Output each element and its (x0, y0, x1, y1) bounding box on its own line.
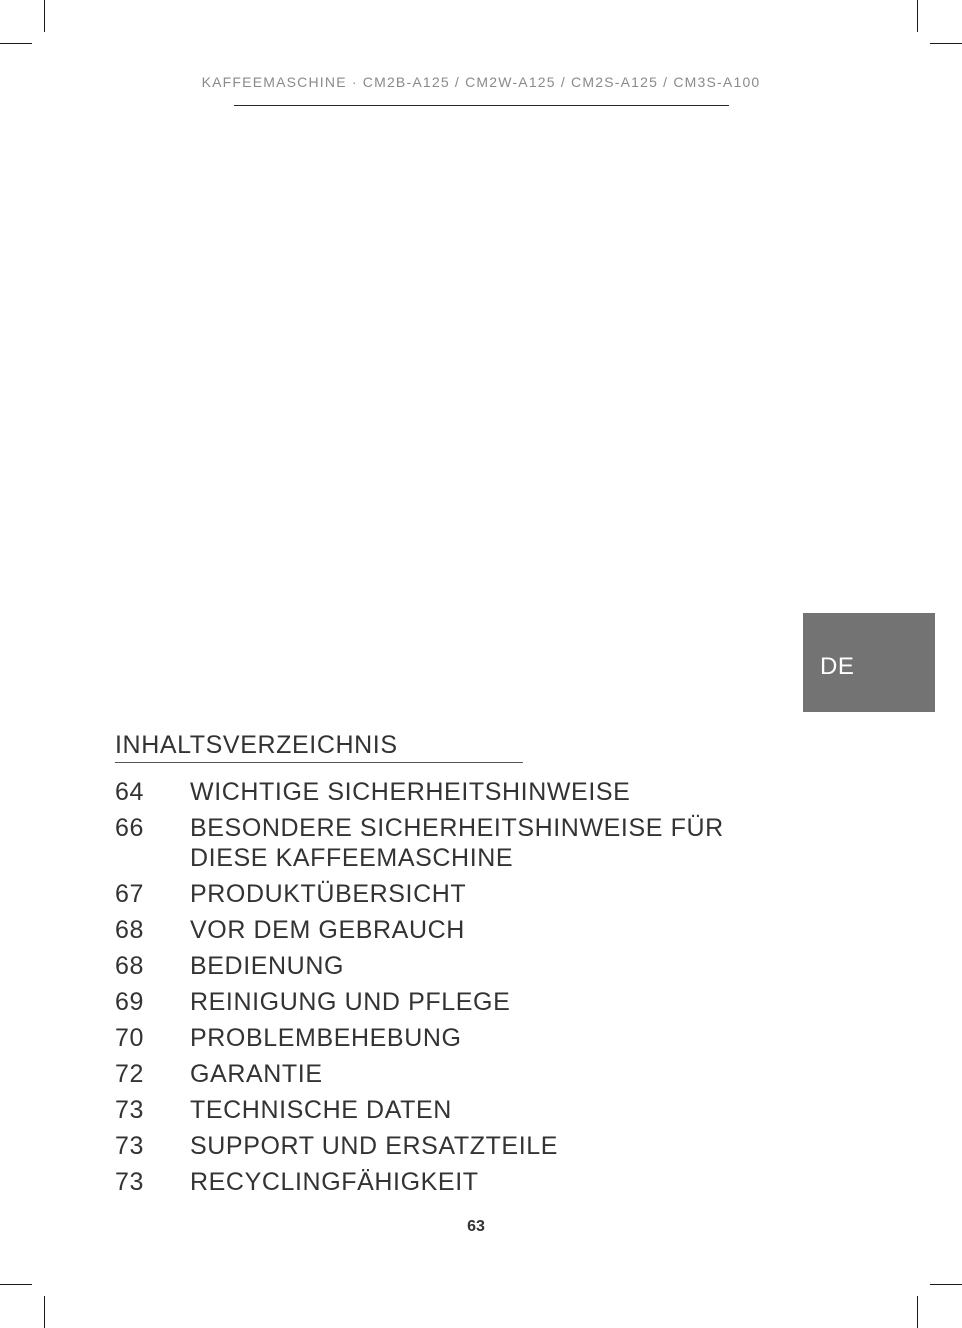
crop-mark-top-left-vertical (44, 0, 45, 32)
toc-entry[interactable] (115, 1059, 795, 1089)
toc-entry-title: RECYCLINGFÄHIGKEIT (190, 1168, 479, 1196)
toc-entry[interactable] (115, 987, 795, 1017)
toc-entry[interactable] (115, 1131, 795, 1161)
running-header: KAFFEEMASCHINE · CM2B-A125 / CM2W-A125 / CM2S-A125 / CM3S-A100 (201, 74, 761, 90)
toc-entry[interactable] (115, 813, 795, 873)
crop-mark-bottom-right-vertical (917, 1296, 918, 1328)
crop-mark-bottom-left-horizontal (0, 1284, 32, 1285)
language-tab (803, 613, 935, 712)
toc-entry-page: 68 (115, 952, 145, 980)
toc-entry-title: TECHNISCHE DATEN (190, 1096, 452, 1124)
toc-entry[interactable] (115, 1095, 795, 1125)
toc-entry-page: 64 (115, 778, 145, 806)
crop-mark-bottom-left-vertical (44, 1296, 45, 1328)
toc-entry-page: 67 (115, 880, 145, 908)
toc-entry-page: 68 (115, 916, 145, 944)
toc-entry-title: WICHTIGE SICHERHEITSHINWEISE (190, 778, 631, 806)
toc-entry-title: VOR DEM GEBRAUCH (190, 916, 465, 944)
toc-entry[interactable] (115, 879, 795, 909)
language-tab-label: DE (820, 653, 855, 680)
toc-entry-page: 66 (115, 814, 145, 842)
toc-entry-page: 73 (115, 1168, 145, 1196)
toc-entry-title: BEDIENUNG (190, 952, 345, 980)
toc-heading: INHALTSVERZEICHNIS (115, 731, 398, 759)
toc-heading-divider (115, 762, 523, 763)
toc-entry-page: 69 (115, 988, 145, 1016)
crop-mark-top-left-horizontal (0, 43, 32, 44)
page-number: 63 (467, 1218, 485, 1235)
toc-entry-title: PRODUKTÜBERSICHT (190, 880, 467, 908)
toc-entry-title: BESONDERE SICHERHEITSHINWEISE FÜR DIESE KAFFEEMASCHINE (190, 814, 724, 872)
header-divider (234, 105, 729, 106)
crop-mark-top-right-vertical (917, 0, 918, 32)
toc-entry[interactable] (115, 777, 795, 807)
toc-entry-title: PROBLEMBEHEBUNG (190, 1024, 462, 1052)
toc-entry[interactable] (115, 1023, 795, 1053)
toc-entry-title: GARANTIE (190, 1060, 323, 1088)
toc-entry-page: 72 (115, 1060, 145, 1088)
toc-entry-page: 73 (115, 1132, 145, 1160)
toc-entry-page: 73 (115, 1096, 145, 1124)
toc-entry-title: REINIGUNG UND PFLEGE (190, 988, 511, 1016)
toc-entry[interactable] (115, 951, 795, 981)
crop-mark-bottom-right-horizontal (930, 1284, 962, 1285)
toc-list (115, 777, 795, 1203)
toc-entry[interactable] (115, 915, 795, 945)
toc-entry[interactable] (115, 1167, 795, 1197)
toc-entry-page: 70 (115, 1024, 145, 1052)
toc-entry-title: SUPPORT UND ERSATZTEILE (190, 1132, 559, 1160)
crop-mark-top-right-horizontal (930, 43, 962, 44)
